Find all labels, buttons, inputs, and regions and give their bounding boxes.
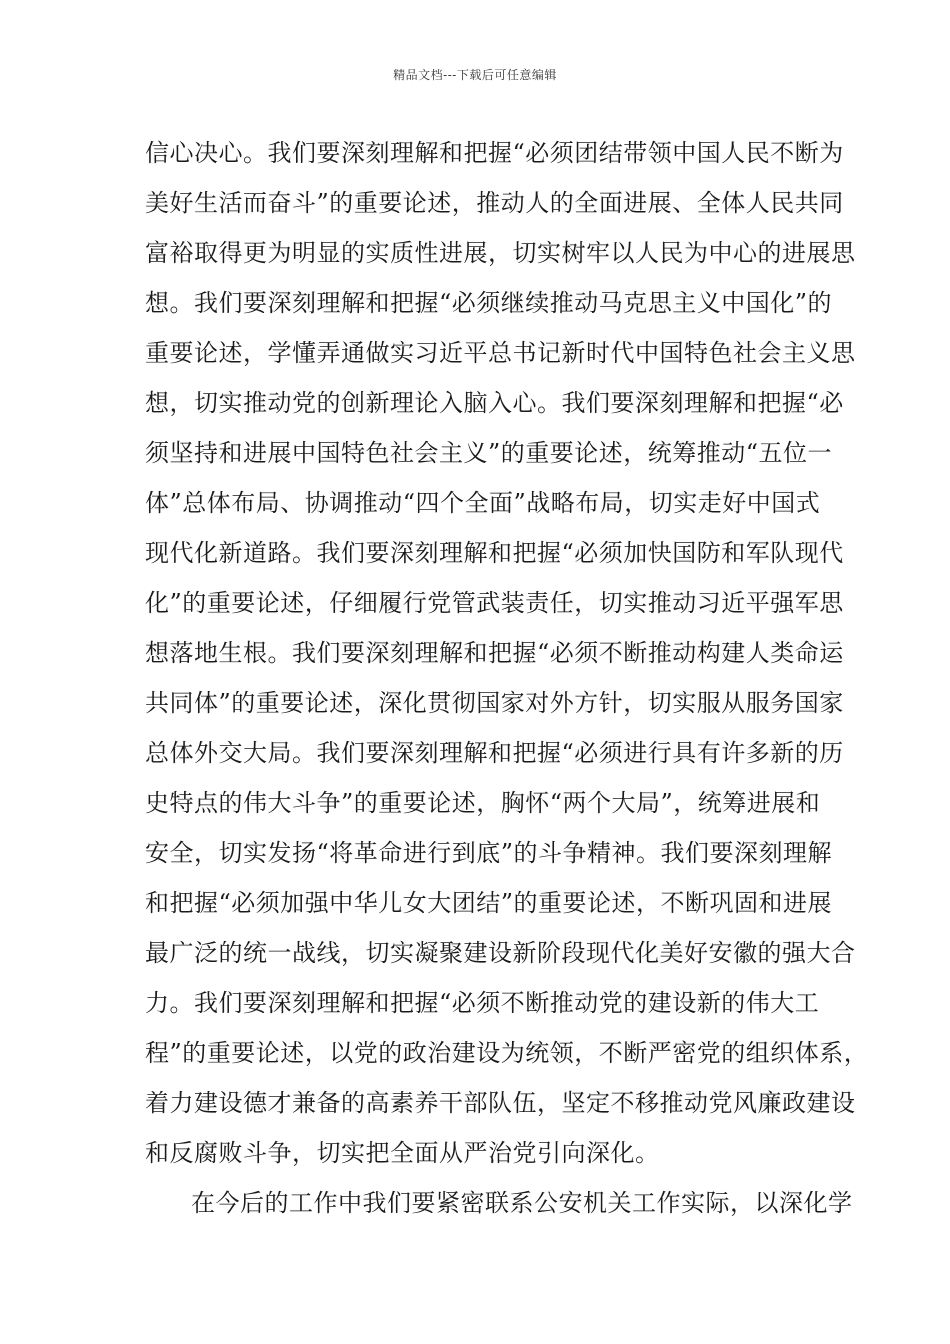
- text-line: 力。我们要深刻理解和把握“必须不断推动党的建设新的伟大工: [145, 989, 820, 1017]
- document-body: [145, 136, 869, 1236]
- text-line: 安全，切实发扬“将革命进行到底”的斗争精神。我们要深刻理解: [145, 839, 833, 867]
- text-line: 美好生活而奋斗”的重要论述，推动人的全面进展、全体人民共同: [145, 189, 844, 217]
- text-line: 总体外交大局。我们要深刻理解和把握“必须进行具有许多新的历: [145, 739, 844, 767]
- text-line: 最广泛的统一战线，切实凝聚建设新阶段现代化美好安徽的强大合: [145, 939, 856, 967]
- text-line: 体”总体布局、协调推动“四个全面”战略布局，切实走好中国式: [145, 489, 821, 517]
- text-line: 重要论述，学懂弄通做实习近平总书记新时代中国特色社会主义思: [145, 339, 856, 367]
- paragraph: [145, 1186, 853, 1236]
- text-line: 和把握“必须加强中华儿女大团结”的重要论述，不断巩固和进展: [145, 889, 833, 917]
- text-line: 程”的重要论述，以党的政治建设为统领，不断严密党的组织体系，: [145, 1039, 869, 1067]
- text-line: 想。我们要深刻理解和把握“必须继续推动马克思主义中国化”的: [145, 289, 833, 317]
- text-line: 化”的重要论述，仔细履行党管武装责任，切实推动习近平强军思: [145, 589, 844, 617]
- text-line: 想落地生根。我们要深刻理解和把握“必须不断推动构建人类命运: [145, 639, 844, 667]
- text-line: 须坚持和进展中国特色社会主义”的重要论述，统筹推动“五位一: [145, 439, 833, 467]
- text-line: 史特点的伟大斗争”的重要论述，胸怀“两个大局”，统筹进展和: [145, 789, 821, 817]
- text-line: 信心决心。我们要深刻理解和把握“必须团结带领中国人民不断为: [145, 139, 844, 167]
- text-line: 共同体”的重要论述，深化贯彻国家对外方针，切实服从服务国家: [145, 689, 844, 717]
- paragraph: [145, 136, 869, 1186]
- text-line: 想，切实推动党的创新理论入脑入心。我们要深刻理解和把握“必: [145, 389, 844, 417]
- text-line: 在今后的工作中我们要紧密联系公安机关工作实际，以深化学: [191, 1189, 853, 1217]
- text-line: 和反腐败斗争，切实把全面从严治党引向深化。: [145, 1139, 660, 1167]
- text-line: 富裕取得更为明显的实质性进展，切实树牢以人民为中心的进展思: [145, 239, 856, 267]
- text-line: 着力建设德才兼备的高素养干部队伍，坚定不移推动党风廉政建设: [145, 1089, 856, 1117]
- page-header: 精品文档---下载后可任意编辑: [393, 68, 557, 82]
- text-line: 现代化新道路。我们要深刻理解和把握“必须加快国防和军队现代: [145, 539, 844, 567]
